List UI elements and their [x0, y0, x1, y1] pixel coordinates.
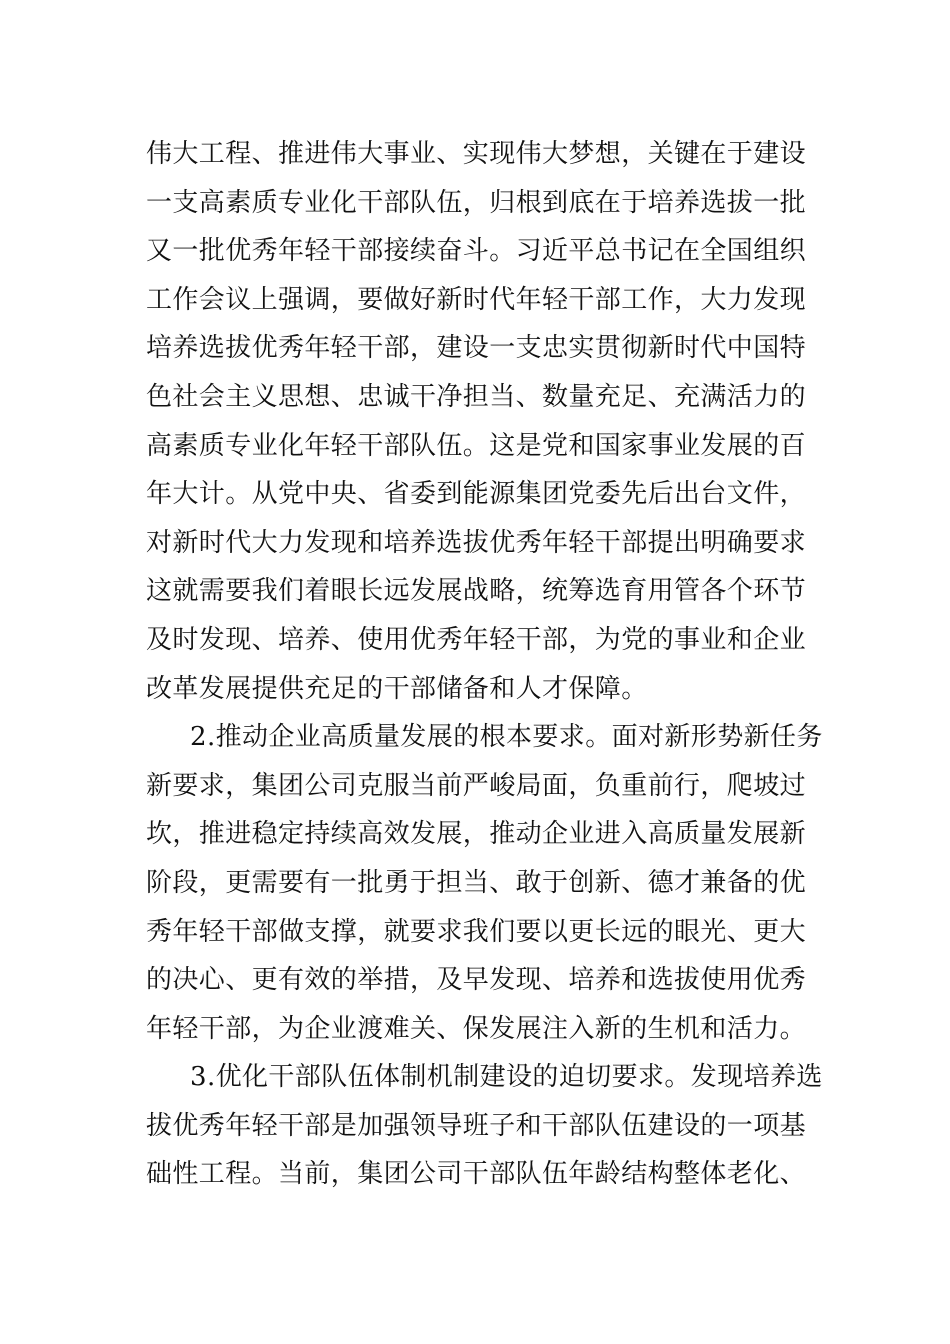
- text-line: 培养选拔优秀年轻干部，建设一支忠实贯彻新时代中国特: [146, 333, 807, 364]
- paragraph-heading-2: 2.推动企业高质量发展的根本要求。面对新形势新任务: [190, 722, 823, 753]
- text-line: 一支高素质专业化干部队伍，归根到底在于培养选拔一批: [146, 187, 807, 218]
- text-line: 坎，推进稳定持续高效发展，推动企业进入高质量发展新: [146, 819, 807, 850]
- text-line: 高素质专业化年轻干部队伍。这是党和国家事业发展的百: [146, 430, 807, 461]
- text-line: 阶段，更需要有一批勇于担当、敢于创新、德才兼备的优: [146, 867, 807, 898]
- text-line: 年轻干部，为企业渡难关、保发展注入新的生机和活力。: [146, 1013, 807, 1044]
- text-line: 秀年轻干部做支撑，就要求我们要以更长远的眼光、更大: [146, 916, 807, 947]
- text-line: 新要求，集团公司克服当前严峻局面，负重前行，爬坡过: [146, 770, 807, 801]
- text-line: 这就需要我们着眼长远发展战略，统筹选育用管各个环节: [146, 576, 807, 607]
- text-line: 对新时代大力发现和培养选拔优秀年轻干部提出明确要求: [146, 527, 807, 558]
- text-line: 改革发展提供充足的干部储备和人才保障。: [146, 673, 648, 704]
- paragraph-heading-3: 3.优化干部队伍体制机制建设的迫切要求。发现培养选: [190, 1062, 823, 1093]
- text-line: 的决心、更有效的举措，及早发现、培养和选拔使用优秀: [146, 965, 807, 996]
- text-line: 础性工程。当前，集团公司干部队伍年龄结构整体老化、: [146, 1159, 807, 1190]
- text-line: 色社会主义思想、忠诚干净担当、数量充足、充满活力的: [146, 381, 807, 412]
- text-line: 伟大工程、推进伟大事业、实现伟大梦想，关键在于建设: [146, 139, 807, 169]
- document-body: [146, 130, 826, 1199]
- text-line: 年大计。从党中央、省委到能源集团党委先后出台文件，: [146, 479, 807, 510]
- text-line: 及时发现、培养、使用优秀年轻干部，为党的事业和企业: [146, 624, 807, 655]
- text-line: 拔优秀年轻干部是加强领导班子和干部队伍建设的一项基: [146, 1110, 807, 1141]
- text-line: 工作会议上强调，要做好新时代年轻干部工作，大力发现: [146, 284, 807, 315]
- text-line: 又一批优秀年轻干部接续奋斗。习近平总书记在全国组织: [146, 236, 807, 267]
